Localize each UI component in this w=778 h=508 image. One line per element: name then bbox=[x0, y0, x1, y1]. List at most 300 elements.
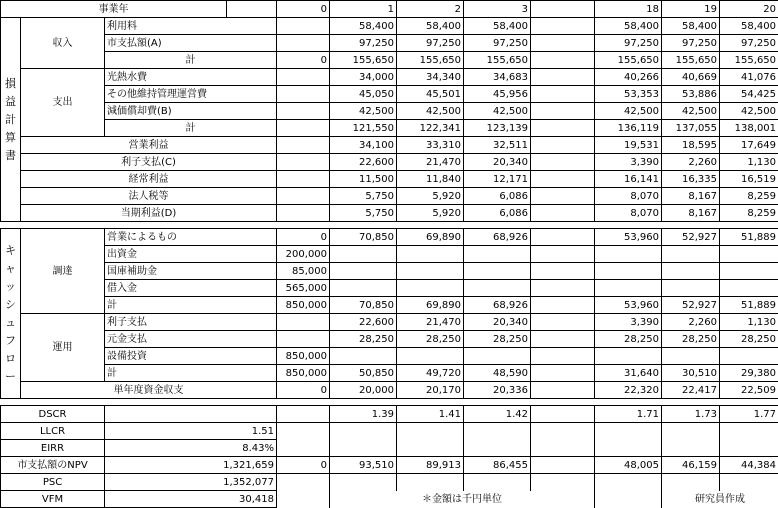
empty-cell bbox=[330, 440, 397, 457]
value-cell: 21,470 bbox=[397, 154, 464, 171]
empty-cell bbox=[397, 423, 464, 440]
value-cell: 28,250 bbox=[720, 331, 778, 348]
value-cell bbox=[595, 280, 662, 297]
value-cell bbox=[330, 348, 397, 365]
cf-funding-row bbox=[1, 280, 778, 297]
spacer bbox=[1, 399, 778, 406]
value-cell bbox=[277, 406, 330, 423]
year-cell: 0 bbox=[277, 1, 330, 18]
value-cell bbox=[531, 382, 595, 399]
cf-funding-row bbox=[1, 229, 778, 246]
value-cell: 22,320 bbox=[595, 382, 662, 399]
empty-cell bbox=[464, 423, 531, 440]
value-cell: 8,259 bbox=[720, 205, 778, 222]
value-cell bbox=[531, 18, 595, 35]
pl-revenue-row bbox=[1, 18, 778, 35]
value-cell bbox=[277, 188, 330, 205]
value-cell bbox=[397, 280, 464, 297]
value-cell bbox=[464, 263, 531, 280]
empty-cell bbox=[720, 474, 778, 491]
value-cell: 42,500 bbox=[464, 103, 531, 120]
empty-cell bbox=[531, 474, 595, 491]
row-label: 設備投資 bbox=[105, 348, 277, 365]
value-cell bbox=[277, 69, 330, 86]
row-label: 法人税等 bbox=[21, 188, 277, 205]
header-row bbox=[1, 1, 778, 18]
metric-value: 1,321,659 bbox=[105, 457, 277, 474]
value-cell: 22,509 bbox=[720, 382, 778, 399]
value-cell: 21,470 bbox=[397, 314, 464, 331]
value-cell bbox=[531, 314, 595, 331]
empty-cell bbox=[662, 440, 720, 457]
value-cell: 58,400 bbox=[397, 18, 464, 35]
value-cell: 16,141 bbox=[595, 171, 662, 188]
value-cell: 1.71 bbox=[595, 406, 662, 423]
value-cell bbox=[531, 246, 595, 263]
section-pl bbox=[1, 18, 21, 222]
empty-cell bbox=[330, 423, 397, 440]
metric-label: EIRR bbox=[1, 440, 105, 457]
value-cell: 18,595 bbox=[662, 137, 720, 154]
value-cell bbox=[531, 154, 595, 171]
value-cell bbox=[531, 406, 595, 423]
unit-note: ＊金額は千円単位 bbox=[330, 491, 595, 508]
value-cell bbox=[397, 348, 464, 365]
empty-cell bbox=[720, 423, 778, 440]
empty-cell bbox=[397, 474, 464, 491]
value-cell: 45,050 bbox=[330, 86, 397, 103]
value-cell: 33,310 bbox=[397, 137, 464, 154]
value-cell: 8,259 bbox=[720, 188, 778, 205]
value-cell: 53,886 bbox=[662, 86, 720, 103]
empty-cell bbox=[277, 491, 330, 508]
value-cell bbox=[277, 18, 330, 35]
spacer bbox=[1, 222, 778, 229]
value-cell: 51,889 bbox=[720, 297, 778, 314]
cf-funding-row bbox=[1, 246, 778, 263]
value-cell: 53,960 bbox=[595, 297, 662, 314]
value-cell: 29,380 bbox=[720, 365, 778, 382]
value-cell: 42,500 bbox=[595, 103, 662, 120]
value-cell: 68,926 bbox=[464, 229, 531, 246]
value-cell: 58,400 bbox=[464, 18, 531, 35]
value-cell: 1.77 bbox=[720, 406, 778, 423]
value-cell: 58,400 bbox=[595, 18, 662, 35]
value-cell: 20,170 bbox=[397, 382, 464, 399]
value-cell: 5,920 bbox=[397, 205, 464, 222]
row-label: 利子支払(C) bbox=[21, 154, 277, 171]
value-cell: 2,260 bbox=[662, 154, 720, 171]
value-cell: 45,501 bbox=[397, 86, 464, 103]
row-label: 計 bbox=[105, 52, 277, 69]
pl-revenue-row bbox=[1, 52, 778, 69]
empty-cell bbox=[464, 474, 531, 491]
value-cell: 89,913 bbox=[397, 457, 464, 474]
value-cell bbox=[397, 246, 464, 263]
metric-label: LLCR bbox=[1, 423, 105, 440]
row-label: 計 bbox=[105, 120, 277, 137]
empty-cell bbox=[595, 474, 662, 491]
value-cell: 97,250 bbox=[397, 35, 464, 52]
row-label: 市支払額(A) bbox=[105, 35, 277, 52]
value-cell: 41,076 bbox=[720, 69, 778, 86]
year-cell: 3 bbox=[464, 1, 531, 18]
metric-label: DSCR bbox=[1, 406, 105, 423]
pl-expense-row bbox=[1, 103, 778, 120]
value-cell: 28,250 bbox=[330, 331, 397, 348]
row-label: 当期利益(D) bbox=[21, 205, 277, 222]
value-cell: 70,850 bbox=[330, 297, 397, 314]
value-cell: 155,650 bbox=[397, 52, 464, 69]
value-cell: 42,500 bbox=[397, 103, 464, 120]
empty-cell bbox=[531, 440, 595, 457]
value-cell bbox=[531, 280, 595, 297]
value-cell: 20,340 bbox=[464, 314, 531, 331]
value-cell: 155,650 bbox=[330, 52, 397, 69]
value-cell: 6,086 bbox=[464, 205, 531, 222]
cf-net-row bbox=[1, 382, 778, 399]
metric-value bbox=[105, 406, 277, 423]
value-cell: 22,600 bbox=[330, 154, 397, 171]
value-cell: 48,590 bbox=[464, 365, 531, 382]
value-cell bbox=[277, 137, 330, 154]
value-cell bbox=[330, 246, 397, 263]
value-cell: 44,384 bbox=[720, 457, 778, 474]
value-cell: 34,340 bbox=[397, 69, 464, 86]
pl-summary-row bbox=[1, 154, 778, 171]
metric-label: 市支払額のNPV bbox=[1, 457, 105, 474]
value-cell bbox=[531, 365, 595, 382]
value-cell: 42,500 bbox=[330, 103, 397, 120]
value-cell: 0 bbox=[277, 229, 330, 246]
value-cell: 49,720 bbox=[397, 365, 464, 382]
value-cell bbox=[277, 314, 330, 331]
value-cell bbox=[397, 263, 464, 280]
table-body bbox=[1, 1, 778, 508]
dscr-row bbox=[1, 406, 778, 423]
value-cell: 54,425 bbox=[720, 86, 778, 103]
value-cell: 136,119 bbox=[595, 120, 662, 137]
empty-cell bbox=[397, 440, 464, 457]
cf-usage-row bbox=[1, 331, 778, 348]
value-cell: 8,070 bbox=[595, 188, 662, 205]
value-cell bbox=[277, 154, 330, 171]
value-cell: 1.73 bbox=[662, 406, 720, 423]
metric-label: VFM bbox=[1, 491, 105, 508]
value-cell: 121,550 bbox=[330, 120, 397, 137]
value-cell bbox=[531, 297, 595, 314]
section-pl-label: 損益計算書 bbox=[5, 75, 17, 165]
value-cell: 850,000 bbox=[277, 297, 330, 314]
eirr-row bbox=[1, 440, 778, 457]
value-cell: 40,669 bbox=[662, 69, 720, 86]
section-cf bbox=[1, 229, 21, 399]
value-cell: 69,890 bbox=[397, 297, 464, 314]
value-cell: 123,139 bbox=[464, 120, 531, 137]
value-cell bbox=[531, 263, 595, 280]
value-cell bbox=[531, 348, 595, 365]
empty-cell bbox=[531, 423, 595, 440]
value-cell bbox=[464, 348, 531, 365]
value-cell bbox=[531, 205, 595, 222]
row-label: 経常利益 bbox=[21, 171, 277, 188]
value-cell: 48,005 bbox=[595, 457, 662, 474]
row-label: 利子支払 bbox=[105, 314, 277, 331]
value-cell: 53,353 bbox=[595, 86, 662, 103]
value-cell bbox=[595, 263, 662, 280]
empty-cell bbox=[277, 440, 330, 457]
value-cell: 40,266 bbox=[595, 69, 662, 86]
value-cell bbox=[720, 246, 778, 263]
value-cell: 50,850 bbox=[330, 365, 397, 382]
section-cf-label: キャッシュフロー bbox=[5, 242, 17, 386]
value-cell: 3,390 bbox=[595, 154, 662, 171]
row-label: 減価償却費(B) bbox=[105, 103, 277, 120]
value-cell: 93,510 bbox=[330, 457, 397, 474]
value-cell: 16,335 bbox=[662, 171, 720, 188]
metric-value: 8.43% bbox=[105, 440, 277, 457]
value-cell bbox=[464, 280, 531, 297]
llcr-row bbox=[1, 423, 778, 440]
value-cell: 32,511 bbox=[464, 137, 531, 154]
value-cell: 31,640 bbox=[595, 365, 662, 382]
value-cell bbox=[531, 229, 595, 246]
pl-expense-row bbox=[1, 69, 778, 86]
year-cell bbox=[531, 1, 595, 18]
value-cell bbox=[531, 120, 595, 137]
value-cell bbox=[277, 103, 330, 120]
value-cell: 34,000 bbox=[330, 69, 397, 86]
value-cell: 8,070 bbox=[595, 205, 662, 222]
pl-revenue-row bbox=[1, 35, 778, 52]
value-cell: 155,650 bbox=[662, 52, 720, 69]
cf-funding-row bbox=[1, 263, 778, 280]
value-cell: 155,650 bbox=[464, 52, 531, 69]
empty-cell bbox=[595, 440, 662, 457]
pl-summary-row bbox=[1, 188, 778, 205]
value-cell bbox=[662, 263, 720, 280]
metric-value: 1,352,077 bbox=[105, 474, 277, 491]
year-cell: 18 bbox=[595, 1, 662, 18]
group-funding: 調達 bbox=[21, 229, 105, 314]
metric-label: PSC bbox=[1, 474, 105, 491]
value-cell: 70,850 bbox=[330, 229, 397, 246]
cf-funding-row bbox=[1, 297, 778, 314]
value-cell: 58,400 bbox=[662, 18, 720, 35]
value-cell: 22,417 bbox=[662, 382, 720, 399]
row-label: 営業によるもの bbox=[105, 229, 277, 246]
row-label: 光熱水費 bbox=[105, 69, 277, 86]
value-cell bbox=[531, 171, 595, 188]
cf-usage-row bbox=[1, 314, 778, 331]
metric-value: 1.51 bbox=[105, 423, 277, 440]
value-cell: 86,455 bbox=[464, 457, 531, 474]
row-label: 営業利益 bbox=[21, 137, 277, 154]
value-cell: 8,167 bbox=[662, 205, 720, 222]
cf-usage-row bbox=[1, 365, 778, 382]
spacer-row bbox=[1, 399, 778, 406]
row-label: 国庫補助金 bbox=[105, 263, 277, 280]
value-cell bbox=[720, 348, 778, 365]
value-cell bbox=[531, 331, 595, 348]
value-cell: 28,250 bbox=[595, 331, 662, 348]
value-cell: 2,260 bbox=[662, 314, 720, 331]
value-cell: 46,159 bbox=[662, 457, 720, 474]
value-cell: 85,000 bbox=[277, 263, 330, 280]
group-expense: 支出 bbox=[21, 69, 105, 137]
row-label: 計 bbox=[105, 365, 277, 382]
author-note: 研究員作成 bbox=[662, 491, 778, 508]
value-cell: 52,927 bbox=[662, 229, 720, 246]
value-cell bbox=[662, 246, 720, 263]
value-cell: 34,683 bbox=[464, 69, 531, 86]
value-cell bbox=[595, 348, 662, 365]
value-cell bbox=[662, 280, 720, 297]
npv-row bbox=[1, 457, 778, 474]
empty-cell bbox=[595, 423, 662, 440]
year-cell: 19 bbox=[662, 1, 720, 18]
value-cell bbox=[662, 348, 720, 365]
cf-usage-row bbox=[1, 348, 778, 365]
value-cell bbox=[330, 263, 397, 280]
pl-summary-row bbox=[1, 205, 778, 222]
value-cell: 97,250 bbox=[464, 35, 531, 52]
value-cell: 12,171 bbox=[464, 171, 531, 188]
pl-expense-row bbox=[1, 120, 778, 137]
value-cell bbox=[720, 280, 778, 297]
value-cell bbox=[531, 35, 595, 52]
empty-cell bbox=[330, 474, 397, 491]
empty-cell bbox=[662, 423, 720, 440]
empty-cell bbox=[277, 423, 330, 440]
value-cell: 42,500 bbox=[662, 103, 720, 120]
value-cell bbox=[720, 263, 778, 280]
value-cell: 28,250 bbox=[662, 331, 720, 348]
value-cell bbox=[277, 331, 330, 348]
value-cell: 28,250 bbox=[397, 331, 464, 348]
value-cell bbox=[595, 246, 662, 263]
pl-expense-row bbox=[1, 86, 778, 103]
value-cell: 200,000 bbox=[277, 246, 330, 263]
value-cell: 16,519 bbox=[720, 171, 778, 188]
value-cell: 3,390 bbox=[595, 314, 662, 331]
value-cell: 51,889 bbox=[720, 229, 778, 246]
value-cell: 0 bbox=[277, 457, 330, 474]
row-label: 利用料 bbox=[105, 18, 277, 35]
value-cell: 155,650 bbox=[595, 52, 662, 69]
value-cell: 97,250 bbox=[662, 35, 720, 52]
value-cell: 20,340 bbox=[464, 154, 531, 171]
value-cell: 30,510 bbox=[662, 365, 720, 382]
year-cell: 1 bbox=[330, 1, 397, 18]
value-cell: 52,927 bbox=[662, 297, 720, 314]
vfm-row bbox=[1, 491, 778, 508]
psc-row bbox=[1, 474, 778, 491]
value-cell: 122,341 bbox=[397, 120, 464, 137]
value-cell: 1.42 bbox=[464, 406, 531, 423]
value-cell: 6,086 bbox=[464, 188, 531, 205]
value-cell: 11,500 bbox=[330, 171, 397, 188]
value-cell bbox=[531, 457, 595, 474]
value-cell bbox=[531, 137, 595, 154]
value-cell: 1.41 bbox=[397, 406, 464, 423]
row-label: 出資金 bbox=[105, 246, 277, 263]
row-label: その他維持管理運営費 bbox=[105, 86, 277, 103]
pl-summary-row bbox=[1, 137, 778, 154]
row-label: 単年度資金収支 bbox=[21, 382, 277, 399]
value-cell: 22,600 bbox=[330, 314, 397, 331]
value-cell: 20,000 bbox=[330, 382, 397, 399]
value-cell bbox=[277, 35, 330, 52]
header-blank bbox=[227, 1, 277, 18]
value-cell: 5,920 bbox=[397, 188, 464, 205]
value-cell bbox=[531, 52, 595, 69]
group-revenue: 収入 bbox=[21, 18, 105, 69]
spacer-row bbox=[1, 222, 778, 229]
value-cell: 28,250 bbox=[464, 331, 531, 348]
value-cell bbox=[531, 188, 595, 205]
value-cell: 19,531 bbox=[595, 137, 662, 154]
empty-cell bbox=[464, 440, 531, 457]
value-cell: 68,926 bbox=[464, 297, 531, 314]
value-cell: 58,400 bbox=[720, 18, 778, 35]
value-cell: 20,336 bbox=[464, 382, 531, 399]
value-cell: 5,750 bbox=[330, 205, 397, 222]
year-cell: 2 bbox=[397, 1, 464, 18]
value-cell: 0 bbox=[277, 52, 330, 69]
empty-cell bbox=[277, 474, 330, 491]
value-cell: 0 bbox=[277, 382, 330, 399]
empty-cell bbox=[720, 440, 778, 457]
value-cell: 42,500 bbox=[720, 103, 778, 120]
value-cell: 97,250 bbox=[595, 35, 662, 52]
empty-cell bbox=[595, 491, 662, 508]
value-cell bbox=[531, 103, 595, 120]
value-cell: 97,250 bbox=[330, 35, 397, 52]
empty-cell bbox=[662, 474, 720, 491]
group-usage: 運用 bbox=[21, 314, 105, 382]
value-cell: 1,130 bbox=[720, 314, 778, 331]
pl-summary-row bbox=[1, 171, 778, 188]
value-cell: 1.39 bbox=[330, 406, 397, 423]
value-cell: 138,001 bbox=[720, 120, 778, 137]
value-cell bbox=[330, 280, 397, 297]
value-cell bbox=[531, 86, 595, 103]
value-cell bbox=[277, 86, 330, 103]
value-cell bbox=[531, 69, 595, 86]
row-label: 元金支払 bbox=[105, 331, 277, 348]
value-cell bbox=[277, 171, 330, 188]
row-label: 計 bbox=[105, 297, 277, 314]
value-cell: 8,167 bbox=[662, 188, 720, 205]
value-cell: 155,650 bbox=[720, 52, 778, 69]
value-cell bbox=[277, 205, 330, 222]
value-cell: 53,960 bbox=[595, 229, 662, 246]
value-cell bbox=[464, 246, 531, 263]
value-cell: 1,130 bbox=[720, 154, 778, 171]
value-cell: 58,400 bbox=[330, 18, 397, 35]
value-cell: 850,000 bbox=[277, 365, 330, 382]
metric-value: 30,418 bbox=[105, 491, 277, 508]
value-cell: 137,055 bbox=[662, 120, 720, 137]
value-cell: 5,750 bbox=[330, 188, 397, 205]
value-cell: 97,250 bbox=[720, 35, 778, 52]
value-cell bbox=[277, 120, 330, 137]
year-cell: 20 bbox=[720, 1, 778, 18]
value-cell: 850,000 bbox=[277, 348, 330, 365]
value-cell: 45,956 bbox=[464, 86, 531, 103]
header-label: 事業年 bbox=[1, 1, 227, 18]
